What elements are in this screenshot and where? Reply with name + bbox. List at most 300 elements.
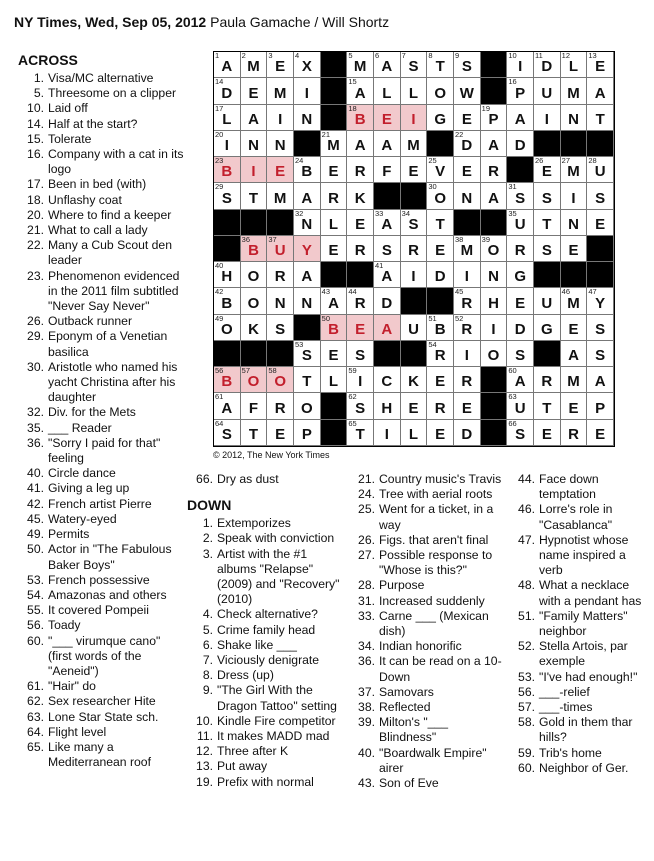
cell-letter: S — [221, 189, 232, 207]
clue-number: 46. — [518, 502, 535, 517]
cell-letter: M — [247, 58, 260, 76]
black-square — [401, 341, 428, 367]
grid-cell — [454, 78, 481, 104]
grid-cell — [561, 288, 588, 314]
grid-cell — [267, 131, 294, 157]
clue-number: 51. — [518, 608, 535, 623]
clue-number: 56. — [518, 684, 535, 699]
cell-letter: A — [488, 189, 499, 207]
clue-item — [345, 639, 503, 654]
clue-number: 40. — [358, 745, 375, 760]
cell-letter: E — [515, 294, 526, 312]
cell-letter: K — [248, 320, 259, 338]
cell-letter: M — [567, 373, 580, 391]
clue-item — [14, 177, 186, 192]
cell-number: 52 — [454, 313, 464, 323]
clue-number: 23. — [27, 268, 44, 283]
clue-text: Watery-eyed — [48, 511, 117, 526]
grid-cell — [374, 315, 401, 341]
cell-letter: N — [568, 215, 579, 233]
clue-item — [14, 117, 186, 132]
grid-cell — [534, 52, 561, 78]
clue-number: 48. — [518, 578, 535, 593]
cell-letter: U — [541, 294, 553, 312]
cell-number: 28 — [588, 156, 597, 166]
clue-number: 26. — [27, 314, 44, 329]
cell-number: 11 — [534, 51, 543, 60]
cell-number: 60 — [508, 366, 517, 376]
black-square — [534, 262, 561, 288]
clue-number: 26. — [358, 532, 375, 547]
grid-cell — [294, 262, 321, 288]
cell-letter: A — [381, 268, 393, 286]
clue-number: 36. — [27, 435, 44, 450]
clue-text: Tolerate — [48, 131, 92, 146]
clue-text: "Boardwalk Empire" airer — [379, 745, 487, 775]
grid-cell — [294, 105, 321, 131]
grid-cell — [481, 183, 508, 209]
black-square — [267, 210, 294, 236]
grid-cell — [454, 288, 481, 314]
cell-letter: R — [434, 399, 446, 417]
clue-item — [14, 132, 186, 147]
clue-text: Viciously denigrate — [217, 653, 320, 668]
cell-letter: A — [381, 320, 393, 338]
clue-text: Stella Artois, par exemple — [539, 639, 628, 669]
cell-letter: A — [221, 399, 233, 417]
grid-cell — [347, 367, 374, 393]
cell-letter: U — [408, 320, 419, 338]
cell-letter: I — [464, 347, 469, 365]
clue-number: 24. — [358, 487, 375, 502]
grid-cell — [587, 367, 614, 393]
cell-letter: A — [354, 84, 366, 102]
clue-number: 20. — [27, 207, 44, 222]
grid-cell — [427, 52, 454, 78]
grid-cell — [321, 183, 348, 209]
cell-number: 21 — [321, 129, 330, 139]
grid-cell — [454, 157, 481, 183]
grid-cell — [321, 131, 348, 157]
clue-text: What a necklace with a pendant has — [539, 578, 642, 608]
clue-text: Gold in them thar hills? — [539, 715, 633, 745]
cell-number: 66 — [508, 418, 517, 428]
cell-letter: M — [407, 137, 420, 155]
grid-cell — [401, 210, 428, 236]
clue-item — [14, 405, 186, 420]
clue-item — [505, 609, 647, 639]
cell-letter: B — [248, 242, 259, 260]
clue-text: Kindle Fire competitor — [217, 713, 336, 728]
grid-cell — [374, 52, 401, 78]
clue-number: 27. — [358, 548, 375, 563]
cell-number: 65 — [348, 418, 357, 428]
clue-text: Amazonas and others — [48, 587, 167, 602]
cell-letter: E — [568, 320, 579, 338]
clue-item — [14, 360, 186, 406]
grid-cell — [347, 183, 374, 209]
cell-number: 62 — [348, 392, 357, 402]
clue-item — [183, 744, 343, 759]
cell-number: 58 — [268, 366, 277, 376]
grid-cell — [267, 420, 294, 446]
grid-cell — [294, 157, 321, 183]
grid-cell — [561, 105, 588, 131]
grid-cell — [347, 157, 374, 183]
cell-letter: U — [514, 399, 526, 417]
cell-letter: D — [514, 320, 526, 338]
clue-item — [505, 761, 647, 776]
cell-letter: U — [274, 242, 286, 260]
cell-letter: X — [301, 58, 312, 76]
clue-item — [14, 740, 186, 770]
grid-cell — [374, 157, 401, 183]
cell-letter: R — [274, 399, 286, 417]
clue-number: 62. — [27, 694, 44, 709]
cell-letter: A — [381, 137, 393, 155]
clue-number: 47. — [518, 532, 535, 547]
cell-letter: A — [328, 294, 339, 312]
cell-letter: S — [595, 347, 606, 365]
grid-cell — [427, 262, 454, 288]
grid-cell — [507, 288, 534, 314]
cell-number: 26 — [534, 156, 544, 166]
grid-cell — [561, 393, 588, 419]
clue-text: Face down temptation — [539, 472, 599, 502]
cell-letter: R — [541, 373, 553, 391]
cell-letter: O — [434, 84, 446, 102]
clue-text: Unflashy coat — [48, 192, 122, 207]
clue-number: 29. — [27, 329, 44, 344]
clue-number: 21. — [358, 472, 375, 486]
cell-letter: R — [568, 425, 579, 443]
cell-letter: M — [567, 294, 580, 312]
grid-cell — [347, 393, 374, 419]
grid-cell — [481, 157, 508, 183]
black-square — [587, 262, 614, 288]
grid-cell — [241, 78, 268, 104]
cell-letter: A — [488, 137, 499, 155]
clue-text: Put away — [217, 759, 268, 774]
cell-number: 6 — [374, 51, 380, 60]
grid-cell — [321, 341, 348, 367]
cell-letter: T — [435, 215, 445, 233]
cell-letter: U — [594, 163, 606, 181]
grid-cell — [267, 236, 294, 262]
clue-number: 17. — [27, 177, 44, 192]
cell-letter: I — [571, 189, 576, 207]
clue-text: ___-times — [539, 700, 593, 715]
clue-text: Lorre's role in "Casablanca" — [539, 502, 613, 532]
clue-number: 53. — [27, 572, 44, 587]
cell-letter: F — [248, 399, 259, 417]
cell-letter: M — [273, 84, 287, 102]
cell-number: 12 — [561, 51, 570, 60]
cell-number: 59 — [348, 366, 357, 376]
grid-cell — [454, 131, 481, 157]
grid-cell — [427, 183, 454, 209]
cell-letter: S — [515, 347, 526, 365]
cell-letter: E — [355, 215, 366, 233]
cell-number: 33 — [374, 208, 384, 218]
grid-cell — [481, 131, 508, 157]
clue-number: 60. — [518, 760, 535, 775]
cell-letter: R — [488, 163, 499, 181]
clue-number: 40. — [27, 466, 44, 481]
clue-text: Increased suddenly — [379, 593, 485, 608]
clue-text: Crime family head — [217, 622, 316, 637]
puzzle-authors: Paula Gamache / Will Shortz — [210, 14, 390, 30]
clue-text: Dress (up) — [217, 668, 274, 683]
cell-letter: E — [328, 242, 339, 260]
grid-cell — [401, 315, 428, 341]
cell-number: 41 — [374, 261, 384, 271]
down-heading: DOWN — [187, 497, 232, 514]
grid-cell — [454, 315, 481, 341]
clue-item — [183, 653, 343, 668]
cell-number: 15 — [348, 77, 357, 87]
clue-text: Purpose — [379, 578, 425, 593]
cell-number: 22 — [454, 129, 464, 139]
clue-number: 21. — [27, 223, 44, 238]
cell-letter: N — [274, 137, 286, 155]
clue-text: Threesome on a clipper — [48, 86, 177, 101]
clue-text: Aristotle who named his yacht Christina after his daughter — [48, 359, 178, 405]
cell-letter: I — [411, 110, 416, 128]
clue-text: Actor in "The Fabulous Baker Boys" — [48, 542, 172, 572]
cell-letter: I — [518, 58, 523, 76]
cell-letter: K — [354, 189, 366, 207]
clue-item — [505, 685, 647, 700]
clue-item — [14, 436, 186, 466]
clue-text: Where to find a keeper — [48, 207, 172, 222]
cell-letter: A — [221, 58, 233, 76]
cell-letter: S — [408, 58, 419, 76]
clue-item — [345, 472, 503, 487]
grid-cell — [294, 183, 321, 209]
grid-cell — [401, 393, 428, 419]
grid-cell — [481, 288, 508, 314]
clue-item — [14, 466, 186, 481]
clue-number: 50. — [27, 542, 44, 557]
clue-item — [183, 516, 343, 531]
grid-cell — [507, 210, 534, 236]
grid-cell — [267, 288, 294, 314]
grid-cell — [241, 288, 268, 314]
cell-letter: M — [273, 189, 287, 207]
black-square — [534, 131, 561, 157]
grid-cell — [321, 315, 348, 341]
cell-letter: B — [328, 320, 339, 338]
cell-number: 64 — [215, 418, 224, 428]
grid-cell — [241, 105, 268, 131]
grid-cell — [561, 52, 588, 78]
grid-cell — [267, 183, 294, 209]
grid-cell — [347, 210, 374, 236]
clue-item — [183, 668, 343, 683]
clue-item — [14, 101, 186, 116]
clue-item — [183, 623, 343, 638]
grid-cell — [427, 78, 454, 104]
grid-cell — [214, 131, 241, 157]
clue-text: Circle dance — [48, 466, 116, 481]
clue-text: Figs. that aren't final — [379, 532, 489, 547]
clue-item — [345, 548, 503, 578]
grid-cell — [481, 105, 508, 131]
clue-number: 1. — [33, 71, 44, 85]
cell-letter: O — [300, 399, 313, 417]
clue-text: Toady — [48, 618, 81, 633]
clue-text: Company with a cat in its logo — [48, 147, 184, 177]
clue-number: 45. — [27, 511, 44, 526]
clue-number: 13. — [196, 759, 213, 774]
clue-number: 3. — [202, 546, 213, 561]
cell-letter: D — [221, 84, 233, 102]
clue-text: "Sorry I paid for that" feeling — [48, 435, 161, 466]
grid-cell — [427, 210, 454, 236]
cell-number: 39 — [481, 234, 490, 244]
grid-cell — [241, 236, 268, 262]
clue-item — [505, 700, 647, 715]
grid-cell — [587, 105, 614, 131]
grid-cell — [347, 52, 374, 78]
cell-number: 4 — [294, 51, 300, 60]
grid-cell — [401, 262, 428, 288]
black-square — [374, 341, 401, 367]
grid-cell — [454, 183, 481, 209]
cell-number: 31 — [508, 182, 517, 192]
clue-item — [183, 714, 343, 729]
grid-cell — [294, 288, 321, 314]
cell-letter: M — [327, 137, 340, 155]
clue-text: ___ Reader — [48, 420, 112, 435]
grid-cell — [294, 236, 321, 262]
grid-cell — [214, 367, 241, 393]
grid-cell — [214, 288, 241, 314]
clue-text: "I've had enough!" — [539, 669, 638, 684]
cell-letter: L — [408, 84, 419, 102]
clue-text: Speak with conviction — [217, 531, 335, 546]
cell-letter: N — [301, 294, 313, 312]
cell-letter: N — [301, 215, 313, 233]
cell-letter: I — [304, 84, 309, 102]
cell-letter: R — [408, 242, 419, 260]
cell-letter: D — [514, 137, 526, 155]
cell-letter: M — [567, 84, 580, 102]
cell-letter: D — [381, 294, 393, 312]
clue-text: Laid off — [48, 101, 88, 116]
cell-letter: E — [275, 58, 286, 76]
cell-letter: A — [594, 373, 606, 391]
grid-cell — [347, 131, 374, 157]
puzzle-header — [14, 14, 389, 30]
cell-letter: B — [221, 294, 233, 312]
across-heading: ACROSS — [18, 52, 78, 68]
clue-text: Trib's home — [539, 745, 602, 760]
grid-cell — [534, 367, 561, 393]
cell-number: 32 — [294, 208, 304, 218]
clue-text: French artist Pierre — [48, 496, 152, 511]
clue-text: Artist with the #1 albums "Relapse" (2009) and "Recovery" (2010) — [217, 546, 340, 607]
grid-cell — [241, 393, 268, 419]
cell-letter: B — [434, 320, 446, 338]
grid-cell — [214, 52, 241, 78]
grid-cell — [401, 157, 428, 183]
clue-item — [505, 670, 647, 685]
cell-letter: S — [221, 425, 232, 443]
cell-letter: T — [248, 189, 259, 207]
cell-number: 25 — [428, 156, 437, 166]
cell-letter: D — [434, 268, 446, 286]
clue-text: "Family Matters" neighbor — [539, 608, 628, 639]
grid-cell — [507, 262, 534, 288]
grid-cell — [534, 288, 561, 314]
grid-cell — [267, 78, 294, 104]
clue-number: 43. — [358, 776, 375, 791]
cell-letter: L — [328, 215, 339, 233]
clue-number: 52. — [518, 639, 535, 654]
grid-cell — [321, 157, 348, 183]
black-square — [587, 236, 614, 262]
cell-letter: I — [251, 163, 256, 181]
clue-item — [14, 208, 186, 223]
grid-cell — [321, 367, 348, 393]
grid-cell — [454, 393, 481, 419]
clue-item — [345, 685, 503, 700]
grid-cell — [347, 236, 374, 262]
grid-cell — [534, 315, 561, 341]
clue-number: 5. — [202, 622, 213, 637]
clue-text: Sex researcher Hite — [48, 694, 156, 709]
cell-letter: W — [459, 84, 474, 102]
clue-text: Hypnotist whose name inspired a verb — [539, 532, 629, 578]
grid-cell — [427, 393, 454, 419]
clue-text: Phenomenon evidenced in the 2011 film subtitled "Never Say Never" — [48, 268, 180, 314]
grid-cell — [507, 105, 534, 131]
black-square — [401, 183, 428, 209]
cell-letter: N — [248, 137, 259, 155]
grid-cell — [534, 157, 561, 183]
clue-number: 15. — [27, 131, 44, 146]
cell-letter: A — [514, 373, 526, 391]
cell-letter: T — [435, 58, 445, 76]
cell-letter: R — [461, 320, 473, 338]
clue-number: 59. — [518, 745, 535, 760]
clue-item — [345, 700, 503, 715]
cell-number: 43 — [321, 287, 330, 297]
cell-letter: S — [355, 399, 366, 417]
cell-number: 30 — [428, 182, 437, 192]
grid-cell — [454, 341, 481, 367]
crossword-grid — [213, 51, 615, 447]
grid-cell — [507, 52, 534, 78]
grid-cell — [561, 157, 588, 183]
clue-number: 57. — [518, 700, 535, 715]
cell-number: 13 — [588, 51, 597, 60]
cell-number: 1 — [215, 51, 220, 60]
clue-item — [183, 607, 343, 622]
clue-text: Indian honorific — [379, 639, 462, 654]
clue-item — [14, 694, 186, 709]
cell-letter: E — [435, 425, 446, 443]
clue-item — [14, 269, 186, 315]
cell-letter: A — [354, 137, 366, 155]
cell-letter: R — [354, 294, 366, 312]
grid-cell — [427, 341, 454, 367]
cell-letter: S — [301, 347, 312, 365]
grid-cell — [241, 262, 268, 288]
grid-cell — [401, 52, 428, 78]
